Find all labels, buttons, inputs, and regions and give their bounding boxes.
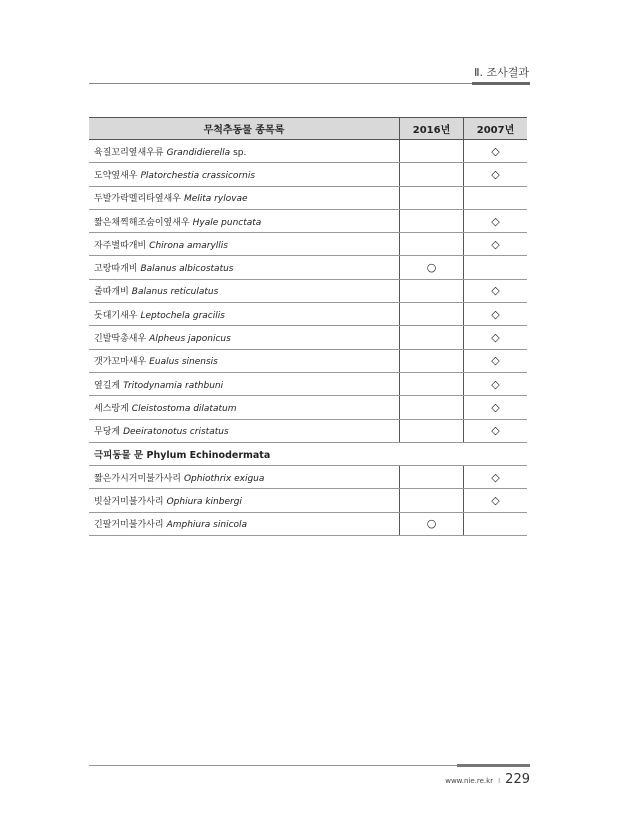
scientific-name: Deeiratonotus cristatus (123, 427, 229, 438)
korean-name: 긴팔거미불가사리 (94, 520, 164, 531)
species-cell (89, 512, 400, 535)
scientific-name: Ophiura kinbergi (166, 497, 242, 508)
scientific-name: Platorchestia crassicornis (140, 170, 256, 181)
header-accent-bar (472, 82, 530, 85)
species-cell (89, 186, 400, 209)
table-row (89, 209, 527, 232)
table-header-row (89, 118, 527, 140)
table-row (89, 140, 527, 163)
korean-name: 짧은채찍해조숨이옆새우 (94, 217, 190, 228)
table-row (89, 326, 527, 349)
footer-accent-bar (457, 764, 530, 767)
scientific-name: Leptochela gracilis (140, 310, 225, 321)
species-cell (89, 419, 400, 442)
mark-2007 (464, 256, 528, 279)
table-row (89, 233, 527, 256)
korean-name: 도약옆새우 (94, 170, 138, 181)
footer-separator: I (498, 777, 501, 785)
korean-name: 긴발딱총새우 (94, 334, 147, 345)
section-heading: 극피동물 문 Phylum Echinodermata (89, 442, 527, 465)
mark-2007 (464, 512, 528, 535)
scientific-name: Melita rylovae (183, 194, 248, 205)
species-cell (89, 256, 400, 279)
species-cell (89, 233, 400, 256)
scientific-name: Ophiothrix exigua (183, 473, 265, 484)
mark-2016 (400, 303, 464, 326)
col-2007: 2007년 (464, 118, 528, 140)
mark-2007: ◇ (464, 372, 528, 395)
scientific-name: Hyale punctata (192, 217, 262, 228)
mark-2007: ◇ (464, 140, 528, 163)
table-row (89, 489, 527, 512)
mark-2016 (400, 279, 464, 302)
korean-name: 갯가꼬마새우 (94, 357, 147, 368)
mark-2016 (400, 396, 464, 419)
mark-2007: ◇ (464, 489, 528, 512)
mark-2007: ◇ (464, 396, 528, 419)
mark-2016 (400, 233, 464, 256)
footer-url: www.nie.re.kr (445, 777, 494, 785)
section-row (89, 442, 527, 465)
mark-2007: ◇ (464, 419, 528, 442)
korean-name: 줄따개비 (94, 287, 129, 298)
scientific-name: Grandidierella (166, 147, 231, 158)
scientific-name: Tritodynamia rathbuni (123, 380, 224, 391)
mark-2016 (400, 489, 464, 512)
species-cell (89, 279, 400, 302)
species-cell (89, 489, 400, 512)
mark-2007: ◇ (464, 303, 528, 326)
col-2016: 2016년 (400, 118, 464, 140)
species-cell (89, 209, 400, 232)
mark-2016 (400, 209, 464, 232)
korean-name: 자주별따개비 (94, 240, 147, 251)
table-row (89, 466, 527, 489)
mark-2007: ◇ (464, 279, 528, 302)
table-row (89, 256, 527, 279)
scientific-name: Balanus reticulatus (131, 287, 219, 298)
mark-2007: ◇ (464, 163, 528, 186)
korean-name: 육질꼬리옆새우류 (94, 147, 164, 158)
table-row (89, 279, 527, 302)
table-row (89, 186, 527, 209)
scientific-name: Cleistostoma dilatatum (131, 403, 237, 414)
species-cell (89, 466, 400, 489)
species-cell (89, 163, 400, 186)
korean-name: 돗대기새우 (94, 310, 138, 321)
scientific-name: Balanus albicostatus (140, 264, 234, 275)
table-row (89, 396, 527, 419)
scientific-name: Eualus sinensis (149, 357, 218, 368)
mark-2016 (400, 466, 464, 489)
mark-2007: ◇ (464, 349, 528, 372)
mark-2016 (400, 419, 464, 442)
page-number: 229 (505, 772, 530, 787)
mark-2007 (464, 186, 528, 209)
korean-name: 두발가락멜리타옆새우 (94, 194, 181, 205)
species-table (89, 117, 527, 536)
mark-2007: ◇ (464, 209, 528, 232)
korean-name: 세스랑게 (94, 403, 129, 414)
korean-name: 짧은가시거미불가사리 (94, 473, 181, 484)
table-row (89, 349, 527, 372)
mark-2016 (400, 163, 464, 186)
mark-2016: ○ (400, 256, 464, 279)
col-species: 무척추동물 종목록 (89, 118, 400, 140)
table-row (89, 303, 527, 326)
chapter-title: Ⅱ. 조사결과 (474, 66, 529, 79)
species-cell (89, 326, 400, 349)
mark-2007: ◇ (464, 466, 528, 489)
mark-2016 (400, 349, 464, 372)
table-row (89, 419, 527, 442)
species-cell (89, 372, 400, 395)
name-suffix: sp. (230, 147, 247, 158)
table-row (89, 163, 527, 186)
mark-2016 (400, 372, 464, 395)
mark-2016 (400, 326, 464, 349)
korean-name: 옆길게 (94, 380, 121, 391)
scientific-name: Amphiura sinicola (166, 520, 248, 531)
mark-2016 (400, 140, 464, 163)
korean-name: 고랑따개비 (94, 264, 138, 275)
scientific-name: Chirona amaryllis (149, 240, 228, 251)
footer-info (445, 772, 530, 787)
mark-2007: ◇ (464, 326, 528, 349)
species-cell (89, 349, 400, 372)
table-row (89, 512, 527, 535)
korean-name: 빗살거미불가사리 (94, 497, 164, 508)
korean-name: 무당게 (94, 427, 121, 438)
mark-2016 (400, 186, 464, 209)
species-cell (89, 396, 400, 419)
mark-2016: ○ (400, 512, 464, 535)
mark-2007: ◇ (464, 233, 528, 256)
table-row (89, 372, 527, 395)
scientific-name: Alpheus japonicus (149, 334, 231, 345)
species-cell (89, 140, 400, 163)
header-divider (89, 83, 530, 84)
species-cell (89, 303, 400, 326)
